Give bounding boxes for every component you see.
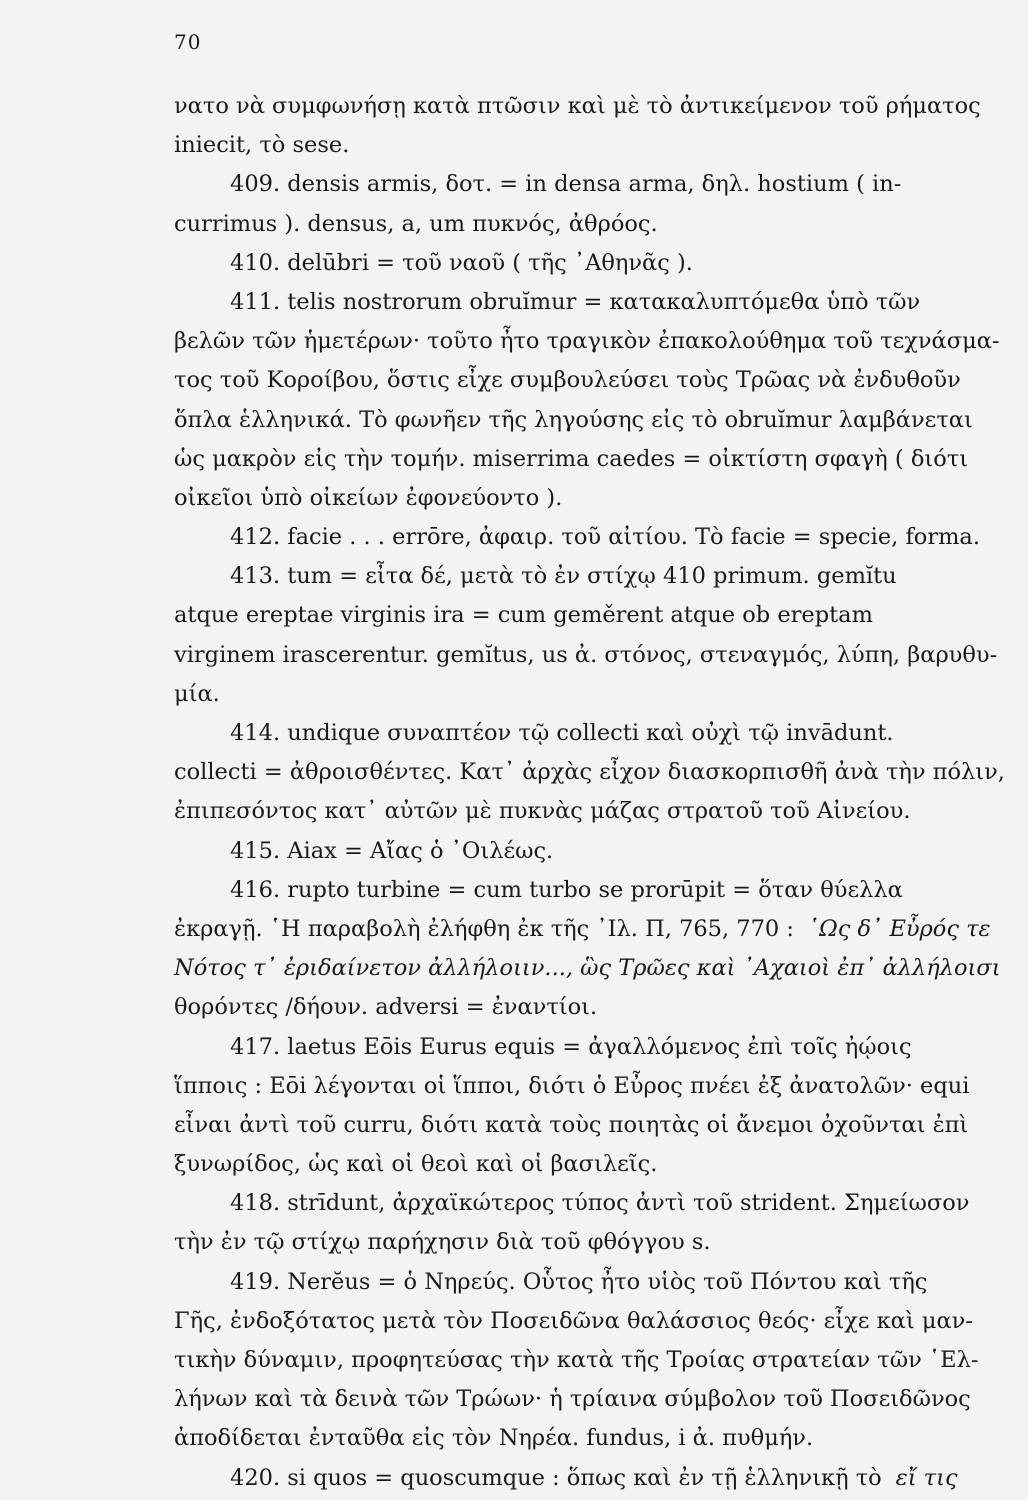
text-line: 409. densis armis, δοτ. = in densa arma, δηλ. hostium ( in- <box>230 171 902 198</box>
text-line: τικὴν δύναμιν, προφητεύσας τὴν κατὰ τῆς Τροίας στρατείαν τῶν ῾Ελ- <box>174 1347 979 1373</box>
text-line: τὴν ἐν τῷ στίχῳ παρήχησιν διὰ τοῦ φθόγγου s. <box>174 1229 711 1256</box>
text-line: 415. Aiax = Αἴας ὁ ᾿Οιλέως. <box>230 837 554 864</box>
text-line: 417. laetus Eōis Eurus equis = ἀγαλλόμενος ἐπὶ τοῖς ἠῴοις <box>230 1033 912 1060</box>
text-line: 413. tum = εἶτα δέ, μετὰ τὸ ἐν στίχῳ 410 primum. gemĭtu <box>230 563 897 590</box>
text-line: collecti = ἀθροισθέντες. Κατ᾿ ἀρχὰς εἶχον διασκορπισθῆ ἀνὰ τὴν πόλιν, <box>174 759 1005 786</box>
page-number: 70 <box>174 30 202 54</box>
text-line: virginem irascerentur. gemĭtus, us ἀ. στόνος, στεναγμός, λύπη, βαρυθυ- <box>174 641 998 668</box>
greek-phrase: εἴ τις <box>895 1464 958 1491</box>
text-line: λήνων καὶ τὰ δεινὰ τῶν Τρώων· ἡ τρίαινα σύμβολον τοῦ Ποσειδῶνος <box>174 1386 971 1413</box>
text-line <box>174 1459 1006 1498</box>
homer-quote: ῾Ως δ᾿ Εὖρός τε <box>807 915 991 942</box>
text-line: θορόντες /δήουν. adversi = ἐναντίοι. <box>174 994 598 1021</box>
text-line: ἵπποις : Eōi λέγονται οἱ ἵπποι, διότι ὁ Εὖρος πνέει ἐξ ἀνατολῶν· equi <box>174 1072 970 1099</box>
commentary-text <box>174 87 1006 1498</box>
text-line: μία. <box>174 680 220 707</box>
text-line: τος τοῦ Κοροίβου, ὅστις εἶχε συμβουλεύσει τοὺς Τρῶας νὰ ἐνδυθοῦν <box>174 367 961 394</box>
text-line: Νότος τ᾿ ἐριδαίνετον ἀλλήλοιιν..., ὣς Τρῶες καὶ ᾿Αχαιοὶ ἐπ᾿ ἀλλήλοισι <box>174 955 1001 982</box>
text-line: ὅπλα ἑλληνικά. Τὸ φωνῆεν τῆς ληγούσης εἰς τὸ obruĭmur λαμβάνεται <box>174 406 973 433</box>
text-line: 411. telis nostrorum obruĭmur = κατακαλυπτόμεθα ὑπὸ τῶν <box>230 288 921 315</box>
text-line: 410. delūbri = τοῦ ναοῦ ( τῆς ᾿Αθηνᾶς ). <box>230 249 693 276</box>
text-line: atque ereptae virginis ira = cum geměrent atque ob ereptam <box>174 602 873 629</box>
text-line: νατο νὰ συμφωνήσῃ κατὰ πτῶσιν καὶ μὲ τὸ ἀντικείμενον τοῦ ρήματος <box>174 93 981 119</box>
text-line: βελῶν τῶν ἡμετέρων· τοῦτο ἦτο τραγικὸν ἐπακολούθημα τοῦ τεχνάσμα- <box>174 328 1000 355</box>
text-line: currimus ). densus, a, um πυκνός, ἀθρόος. <box>174 210 658 237</box>
text-line: iniecit, τὸ sese. <box>174 132 350 159</box>
text-line: ἐπιπεσόντος κατ᾿ αὐτῶν μὲ πυκνὰς μάζας στρατοῦ τοῦ Αἰνείου. <box>174 798 911 825</box>
text-line: οἰκεῖοι ὑπὸ οἰκείων ἐφονεύοντο ). <box>174 484 563 511</box>
text-line: ξυνωρίδος, ὡς καὶ οἱ θεοὶ καὶ οἱ βασιλεῖς. <box>174 1151 658 1178</box>
text-segment: ἐκραγῇ. ῾Η παραβολὴ ἐλήφθη ἐκ τῆς ᾿Ιλ. Π, 765, 770 : <box>174 915 794 942</box>
text-line: εἶναι ἀντὶ τοῦ curru, διότι κατὰ τοὺς ποιητὰς οἱ ἄνεμοι ὀχοῦνται ἐπὶ <box>174 1111 969 1138</box>
text-line: ὡς μακρὸν εἰς τὴν τομήν. miserrima caedes = οἰκτίστη σφαγὴ ( διότι <box>174 445 969 472</box>
text-line: ἀποδίδεται ἐνταῦθα εἰς τὸν Νηρέα. fundus, i ἀ. πυθμήν. <box>174 1425 814 1452</box>
text-line <box>174 910 1006 949</box>
text-line: 416. rupto turbine = cum turbo se prorūpit = ὅταν θύελλα <box>230 876 903 903</box>
text-line: 419. Nerĕus = ὁ Νηρεύς. Οὗτος ἦτο υἱὸς τοῦ Πόντου καὶ τῆς <box>230 1268 928 1295</box>
text-segment: 420. si quos = quoscumque : ὅπως καὶ ἐν τῇ ἑλληνικῇ τὸ <box>230 1464 882 1491</box>
text-line: 414. undique συναπτέον τῷ collecti καὶ οὐχὶ τῷ invādunt. <box>230 720 894 746</box>
text-line: 412. facie . . . errōre, ἀφαιρ. τοῦ αἰτίου. Τὸ facie = specie, forma. <box>230 524 980 551</box>
text-line: Γῆς, ἐνδοξότατος μετὰ τὸν Ποσειδῶνα θαλάσσιος θεός· εἶχε καὶ μαν- <box>174 1307 973 1334</box>
text-line: 418. strīdunt, ἀρχαϊκώτερος τύπος ἀντὶ τοῦ strident. Σημείωσον <box>230 1190 970 1217</box>
